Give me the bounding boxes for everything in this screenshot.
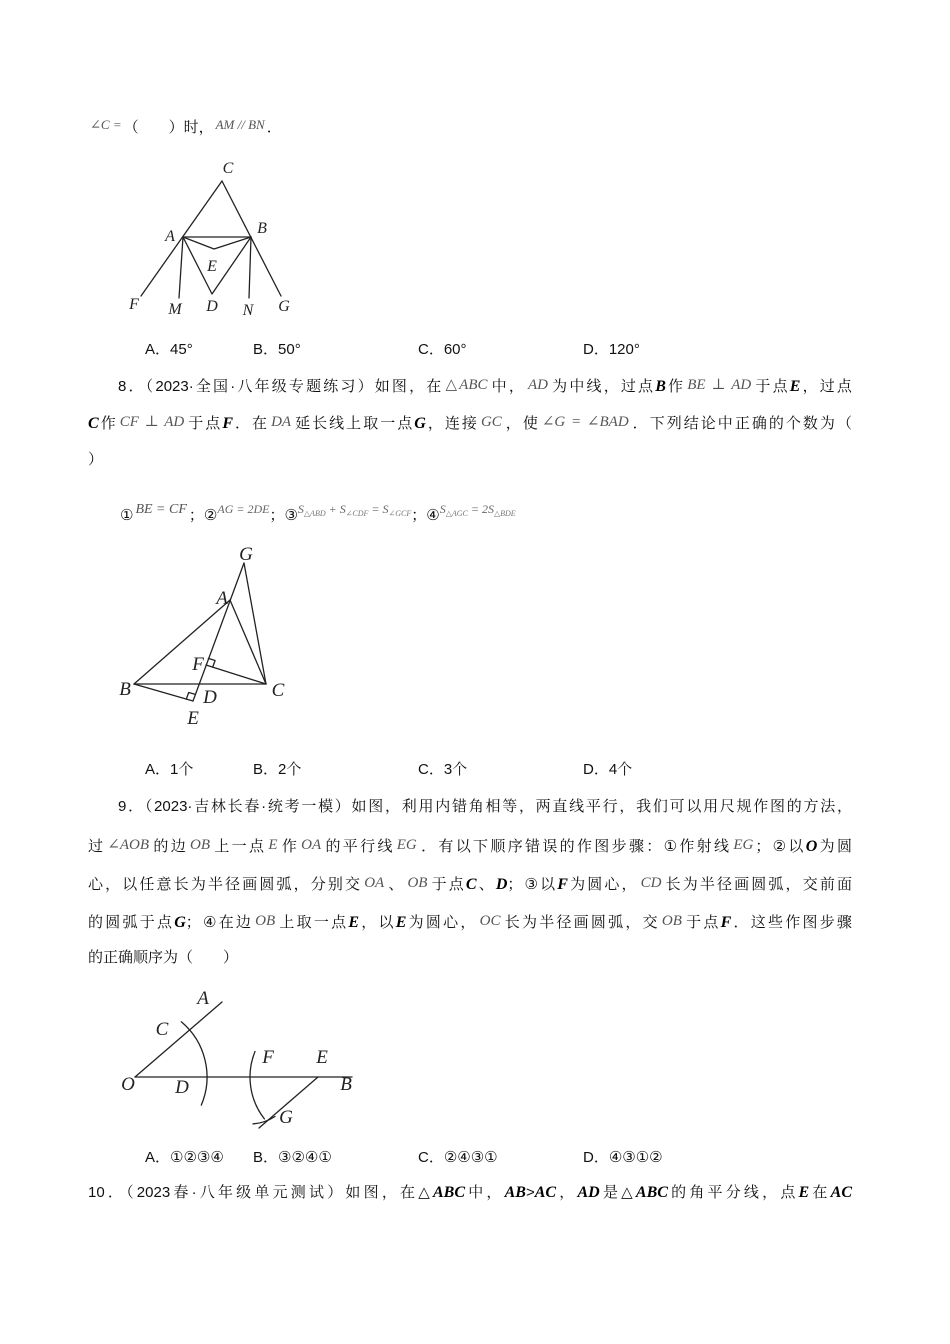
math-expression: EG bbox=[396, 837, 417, 853]
variable-letter: ABC bbox=[635, 1184, 668, 1201]
q8-stem-line-3 bbox=[88, 448, 103, 472]
text-run: ；④在边 bbox=[185, 914, 254, 931]
ray-b-n bbox=[249, 237, 251, 298]
text-run: 为圆 bbox=[817, 838, 852, 855]
label-f: F bbox=[262, 1047, 274, 1068]
text-run: 的边 bbox=[151, 838, 189, 855]
math-expression: AM // BN bbox=[215, 117, 265, 132]
text-run: 中， bbox=[489, 378, 527, 395]
q8-stem-line-1 bbox=[118, 373, 852, 397]
math-expression: ∠C = bbox=[90, 117, 122, 132]
variable-letter: E bbox=[798, 1184, 810, 1201]
text-run: ① bbox=[120, 507, 134, 524]
q9-stem-line-2 bbox=[88, 833, 852, 857]
math-expression: ∠AOB bbox=[107, 837, 150, 853]
math-expression: CD bbox=[640, 875, 662, 891]
text-run: 中， bbox=[465, 1184, 505, 1201]
text-run: 上一点 bbox=[212, 838, 267, 855]
text-run: 的正确顺序为（ ） bbox=[88, 949, 239, 966]
text-run: ；③ bbox=[269, 507, 298, 524]
label-g: G bbox=[278, 298, 290, 315]
math-expression: OB bbox=[190, 837, 211, 853]
variable-letter: O bbox=[805, 838, 818, 855]
q7-option-b: B．50° bbox=[253, 341, 301, 358]
q8-stem-line-2 bbox=[88, 410, 852, 434]
text-run: 于点 bbox=[753, 378, 790, 395]
label-b: B bbox=[340, 1074, 352, 1095]
math-expression: CF ⊥ AD bbox=[119, 414, 185, 430]
q8-option-d: D．4个 bbox=[583, 761, 633, 778]
text-run: 心，以任意长为半径画圆弧，分别交 bbox=[88, 876, 363, 893]
text-run: ，以 bbox=[359, 914, 396, 931]
math-expression: OB bbox=[661, 913, 682, 929]
q9-stem-line-1 bbox=[118, 795, 852, 819]
q8-conclusions bbox=[120, 497, 516, 524]
text-run: ．在 bbox=[233, 415, 270, 432]
math-expression: OC bbox=[479, 913, 501, 929]
text-run: 长为半径画圆弧，交 bbox=[502, 914, 660, 931]
math-expression: BE ⊥ AD bbox=[687, 377, 752, 393]
text-run: ．这些作图步骤 bbox=[731, 914, 852, 931]
text-run: 8．（2023·全国·八年级专题练习）如图，在 bbox=[118, 378, 444, 395]
variable-letter: C bbox=[465, 876, 477, 893]
segment-a-e-b bbox=[183, 237, 251, 249]
text-run: ；②以 bbox=[755, 838, 806, 855]
variable-letter: ABC bbox=[432, 1184, 465, 1201]
text-run: ；② bbox=[188, 507, 218, 524]
text-run: 9．（2023·吉林长春·统考一模）如图，利用内错角相等，两直线平行，我们可以用尺规作图的方法， bbox=[118, 798, 852, 815]
text-run: ，过点 bbox=[800, 378, 852, 395]
math-expression: EG bbox=[733, 837, 754, 853]
math-expression-small: = S bbox=[368, 502, 389, 516]
variable-letter: F bbox=[720, 914, 732, 931]
label-b: B bbox=[257, 220, 267, 237]
variable-letter: E bbox=[789, 378, 801, 395]
q8-option-c: C．3个 bbox=[418, 761, 468, 778]
text-run: 于点 bbox=[186, 415, 223, 432]
variable-letter: D bbox=[495, 876, 508, 893]
text-run: 作 bbox=[665, 378, 686, 395]
text-run: 10．（2023春·八年级单元测试）如图，在△ bbox=[88, 1184, 433, 1201]
math-expression-small: + S bbox=[325, 502, 346, 516]
text-run: 长为半径画圆弧，交前面 bbox=[663, 876, 852, 893]
math-expression: DA bbox=[271, 414, 292, 430]
text-run: 延长线上取一点 bbox=[293, 415, 415, 432]
label-e: E bbox=[207, 258, 217, 275]
variable-letter: AD bbox=[577, 1184, 600, 1201]
math-subscript: △ABD bbox=[303, 509, 326, 518]
q10-stem-line-1 bbox=[88, 1181, 852, 1205]
label-e: E bbox=[187, 708, 199, 729]
label-n: N bbox=[242, 302, 254, 319]
q9-stem-line-5 bbox=[88, 946, 238, 970]
text-run: 于点 bbox=[683, 914, 721, 931]
text-run: 的平行线 bbox=[323, 838, 395, 855]
q9-option-b: B．③②④① bbox=[253, 1149, 332, 1166]
text-run: ） bbox=[88, 451, 104, 468]
q8-option-a: A．1个 bbox=[145, 761, 194, 778]
text-run: 、 bbox=[476, 876, 496, 893]
label-f: F bbox=[192, 654, 204, 675]
text-run: 的圆弧于点 bbox=[88, 914, 175, 931]
label-c: C bbox=[271, 680, 285, 701]
math-subscript: ∠GCF bbox=[388, 509, 412, 518]
text-run: ，使 bbox=[503, 415, 540, 432]
label-a: A bbox=[216, 588, 228, 609]
q7-option-a: A．45° bbox=[145, 341, 193, 358]
math-expression: BE = CF bbox=[135, 502, 187, 517]
text-run: （ ）时， bbox=[123, 119, 214, 136]
segment-a-c bbox=[230, 600, 266, 684]
segment-g-e bbox=[193, 563, 244, 701]
q7-option-c: C．60° bbox=[418, 341, 467, 358]
variable-letter: G bbox=[414, 415, 426, 432]
text-run: ．有以下顺序错误的作图步骤：①作射线 bbox=[418, 838, 732, 855]
math-subscript: △AGC bbox=[445, 509, 468, 518]
label-d: D bbox=[175, 1077, 189, 1098]
text-run: 为圆心， bbox=[406, 914, 478, 931]
math-expression-small: AG = 2DE bbox=[217, 502, 270, 516]
segment-c-f bbox=[141, 181, 222, 296]
variable-letter: B bbox=[655, 378, 666, 395]
text-run: 作 bbox=[279, 838, 300, 855]
segment-b-e bbox=[134, 684, 193, 701]
label-d: D bbox=[206, 298, 218, 315]
q9-stem-line-3 bbox=[88, 871, 852, 895]
q7-stem-line bbox=[88, 113, 282, 137]
label-g: G bbox=[239, 544, 253, 565]
q7-option-d: D．120° bbox=[583, 341, 640, 358]
math-expression: OB bbox=[255, 913, 276, 929]
math-expression: △ABC bbox=[445, 377, 488, 393]
text-run: 在 bbox=[809, 1184, 831, 1201]
text-run: 上取一点 bbox=[277, 914, 349, 931]
variable-letter: E bbox=[348, 914, 360, 931]
text-run: 作 bbox=[98, 415, 118, 432]
figure-q8 bbox=[115, 540, 300, 730]
text-run: ． bbox=[266, 119, 282, 136]
q9-option-a: A．①②③④ bbox=[145, 1149, 224, 1166]
math-subscript: ∠CDF bbox=[345, 509, 369, 518]
math-expression-small: S bbox=[297, 502, 304, 516]
math-expression-small: = 2S bbox=[467, 502, 494, 516]
math-expression: GC bbox=[480, 414, 502, 430]
label-a: A bbox=[197, 988, 209, 1009]
segment-c-f bbox=[206, 665, 266, 684]
variable-letter: AC bbox=[830, 1184, 852, 1201]
text-run: ；④ bbox=[411, 507, 440, 524]
variable-letter: E bbox=[395, 914, 407, 931]
label-c: C bbox=[222, 160, 234, 177]
ray-a-m bbox=[179, 237, 183, 298]
q9-option-d: D．④③①② bbox=[583, 1149, 663, 1166]
math-expression: E bbox=[268, 837, 278, 853]
figure-q9 bbox=[115, 985, 365, 1130]
q9-option-c: C．②④③① bbox=[418, 1149, 498, 1166]
segment-a-d-b bbox=[183, 237, 251, 294]
label-g: G bbox=[279, 1107, 293, 1128]
q8-option-b: B．2个 bbox=[253, 761, 302, 778]
text-run: ；③以 bbox=[507, 876, 558, 893]
text-run: ．下列结论中正确的个数为（ bbox=[630, 415, 852, 432]
label-f: F bbox=[129, 296, 139, 313]
variable-letter: C bbox=[88, 415, 99, 432]
math-expression: OB bbox=[407, 875, 428, 891]
text-run: ， bbox=[556, 1184, 578, 1201]
label-a: A bbox=[165, 228, 175, 245]
text-run: 的角平分线，点 bbox=[667, 1184, 799, 1201]
text-run: > bbox=[525, 1184, 535, 1201]
q9-stem-line-4 bbox=[88, 909, 852, 933]
math-expression: ∠G = ∠BAD bbox=[541, 414, 629, 430]
segment-g-c bbox=[244, 563, 266, 684]
math-expression: OA bbox=[364, 875, 385, 891]
label-d: D bbox=[203, 687, 217, 708]
text-run: 是△ bbox=[599, 1184, 636, 1201]
figure-q7 bbox=[110, 150, 300, 325]
text-run: 为圆心， bbox=[567, 876, 639, 893]
label-o: O bbox=[121, 1074, 135, 1095]
label-e: E bbox=[316, 1047, 328, 1068]
text-run: 于点 bbox=[429, 876, 466, 893]
variable-letter: G bbox=[174, 914, 186, 931]
variable-letter: F bbox=[557, 876, 568, 893]
text-run: 过 bbox=[88, 838, 106, 855]
segment-a-b bbox=[134, 600, 230, 684]
math-expression: OA bbox=[301, 837, 322, 853]
label-m: M bbox=[168, 301, 182, 318]
text-run: 、 bbox=[386, 876, 406, 893]
math-expression-small: S bbox=[439, 502, 446, 516]
variable-letter: AC bbox=[534, 1184, 557, 1201]
label-b: B bbox=[119, 679, 131, 700]
text-run: 为中线，过点 bbox=[550, 378, 656, 395]
variable-letter: F bbox=[222, 415, 234, 432]
text-run: ，连接 bbox=[425, 415, 479, 432]
math-subscript: △BDE bbox=[493, 509, 516, 518]
ray-o-a bbox=[135, 1002, 222, 1077]
math-expression: AD bbox=[528, 377, 549, 393]
label-c: C bbox=[155, 1019, 169, 1040]
variable-letter: AB bbox=[504, 1184, 526, 1201]
